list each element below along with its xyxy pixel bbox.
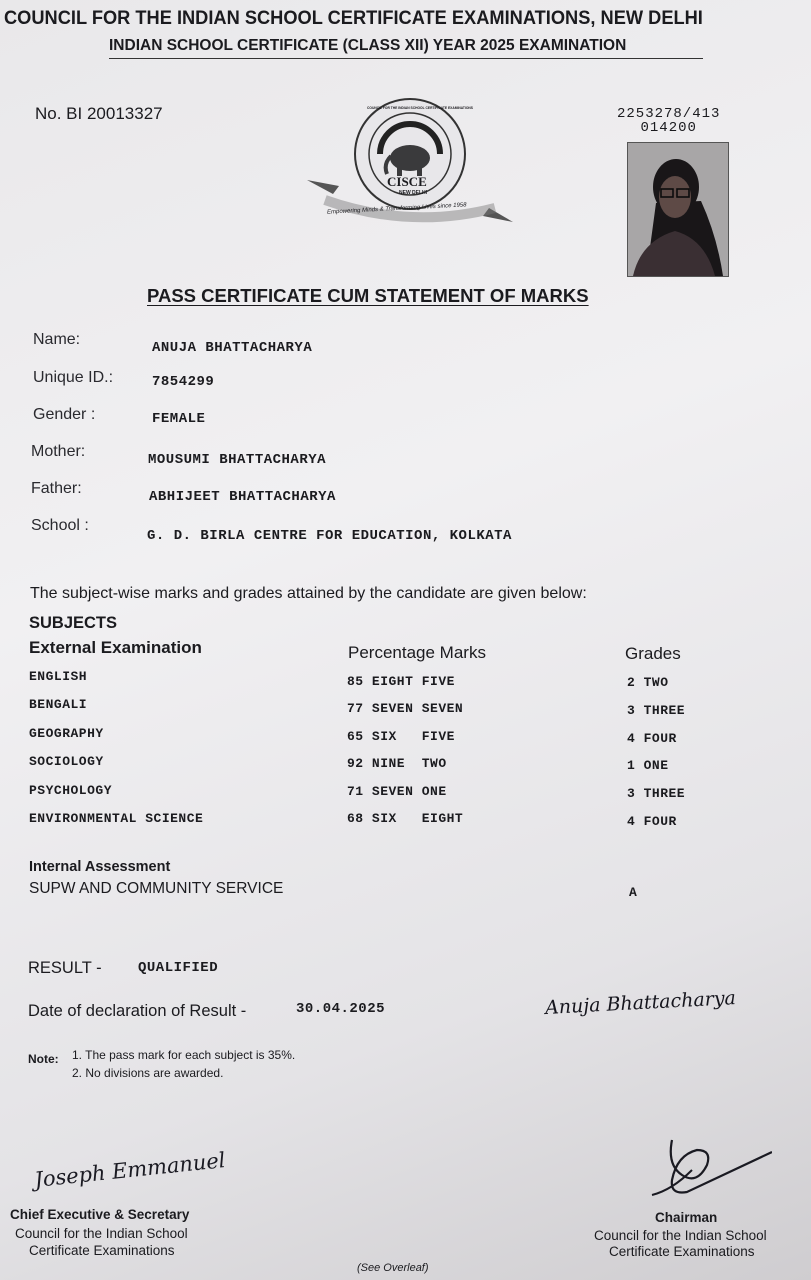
gender-value: FEMALE: [152, 411, 206, 427]
reference-code-line-1: 2253278/413: [617, 106, 721, 122]
cisce-logo: [305, 92, 515, 237]
result-value: QUALIFIED: [138, 960, 219, 976]
external-exam-heading: External Examination: [29, 638, 202, 657]
subject-marks: 65 SIX FIVE: [347, 729, 455, 744]
certificate-number: No. BI 20013327: [35, 104, 163, 123]
subject-grade: 3 THREE: [627, 786, 686, 801]
unique-id-value: 7854299: [152, 374, 215, 390]
mother-value: MOUSUMI BHATTACHARYA: [148, 452, 327, 468]
percentage-heading: Percentage Marks: [348, 643, 486, 662]
subject-name: ENGLISH: [29, 669, 88, 684]
council-heading: COUNCIL FOR THE INDIAN SCHOOL CERTIFICATE EXAMINATIONS, NEW DELHI: [4, 8, 703, 29]
right-signatory-org-line-2: Certificate Examinations: [609, 1244, 755, 1259]
header-divider: [109, 58, 703, 59]
right-signatory-org-line-1: Council for the Indian School: [594, 1228, 767, 1243]
notes-label: Note:: [28, 1052, 59, 1066]
name-label: Name:: [33, 331, 81, 348]
marks-intro: The subject-wise marks and grades attained by the candidate are given below:: [30, 585, 587, 602]
result-label: RESULT -: [28, 959, 102, 977]
subject-grade: 3 THREE: [627, 703, 686, 718]
grades-heading: Grades: [625, 644, 681, 663]
left-signatory-title: Chief Executive & Secretary: [10, 1207, 190, 1222]
subject-marks: 85 EIGHT FIVE: [347, 674, 455, 689]
cisce-seal-icon: [305, 92, 515, 237]
declaration-date: 30.04.2025: [296, 1001, 386, 1017]
name-value: ANUJA BHATTACHARYA: [152, 340, 313, 356]
subject-marks: 92 NINE TWO: [347, 756, 447, 771]
logo-city: NEW DELHI: [399, 190, 428, 196]
portrait-icon: [628, 143, 728, 276]
internal-subject-name: SUPW AND COMMUNITY SERVICE: [29, 880, 284, 897]
subject-marks: 68 SIX EIGHT: [347, 811, 464, 826]
internal-assessment-heading: Internal Assessment: [29, 859, 171, 875]
declaration-label: Date of declaration of Result -: [28, 1002, 247, 1020]
subject-name: ENVIRONMENTAL SCIENCE: [29, 811, 204, 826]
school-value: G. D. BIRLA CENTRE FOR EDUCATION, KOLKATA: [147, 528, 512, 544]
subject-grade: 1 ONE: [627, 758, 669, 773]
subjects-heading: SUBJECTS: [29, 614, 118, 632]
logo-tagline: Empowering Minds & Transforming Lives since 1958: [326, 202, 467, 216]
school-label: School :: [31, 517, 89, 534]
left-signatory-org-line-1: Council for the Indian School: [15, 1226, 188, 1241]
reference-code: [617, 107, 720, 135]
reference-code-line-2: 014200: [640, 120, 697, 136]
logo-name: CISCE: [387, 174, 427, 189]
chairman-signature-icon: [642, 1130, 772, 1210]
note-1: 1. The pass mark for each subject is 35%.: [72, 1048, 296, 1062]
subject-marks: 71 SEVEN ONE: [347, 784, 447, 799]
father-value: ABHIJEET BHATTACHARYA: [149, 489, 336, 505]
subject-name: SOCIOLOGY: [29, 754, 104, 769]
exam-heading: INDIAN SCHOOL CERTIFICATE (CLASS XII) YEAR 2025 EXAMINATION: [109, 37, 627, 54]
subject-name: GEOGRAPHY: [29, 726, 104, 741]
subject-grade: 4 FOUR: [627, 814, 677, 829]
left-signature: Joseph Emmanuel: [33, 1148, 227, 1192]
candidate-photo: [627, 142, 729, 277]
internal-subject-grade: A: [629, 885, 638, 900]
note-2: 2. No divisions are awarded.: [72, 1066, 224, 1080]
subject-name: BENGALI: [29, 697, 88, 712]
unique-id-label: Unique ID.:: [33, 369, 114, 386]
certificate-title: PASS CERTIFICATE CUM STATEMENT OF MARKS: [147, 285, 589, 306]
subject-name: PSYCHOLOGY: [29, 783, 113, 798]
candidate-signature: Anuja Bhattacharya: [544, 987, 737, 1019]
right-signatory-title: Chairman: [655, 1210, 718, 1225]
subject-grade: 4 FOUR: [627, 731, 677, 746]
see-overleaf: (See Overleaf): [357, 1262, 429, 1274]
subject-grade: 2 TWO: [627, 675, 669, 690]
logo-ring-text: COUNCIL FOR THE INDIAN SCHOOL CERTIFICATE EXAMINATIONS: [367, 106, 473, 110]
mother-label: Mother:: [31, 443, 86, 460]
subject-marks: 77 SEVEN SEVEN: [347, 701, 464, 716]
father-label: Father:: [31, 480, 82, 497]
gender-label: Gender :: [33, 406, 96, 423]
left-signatory-org-line-2: Certificate Examinations: [29, 1243, 175, 1258]
